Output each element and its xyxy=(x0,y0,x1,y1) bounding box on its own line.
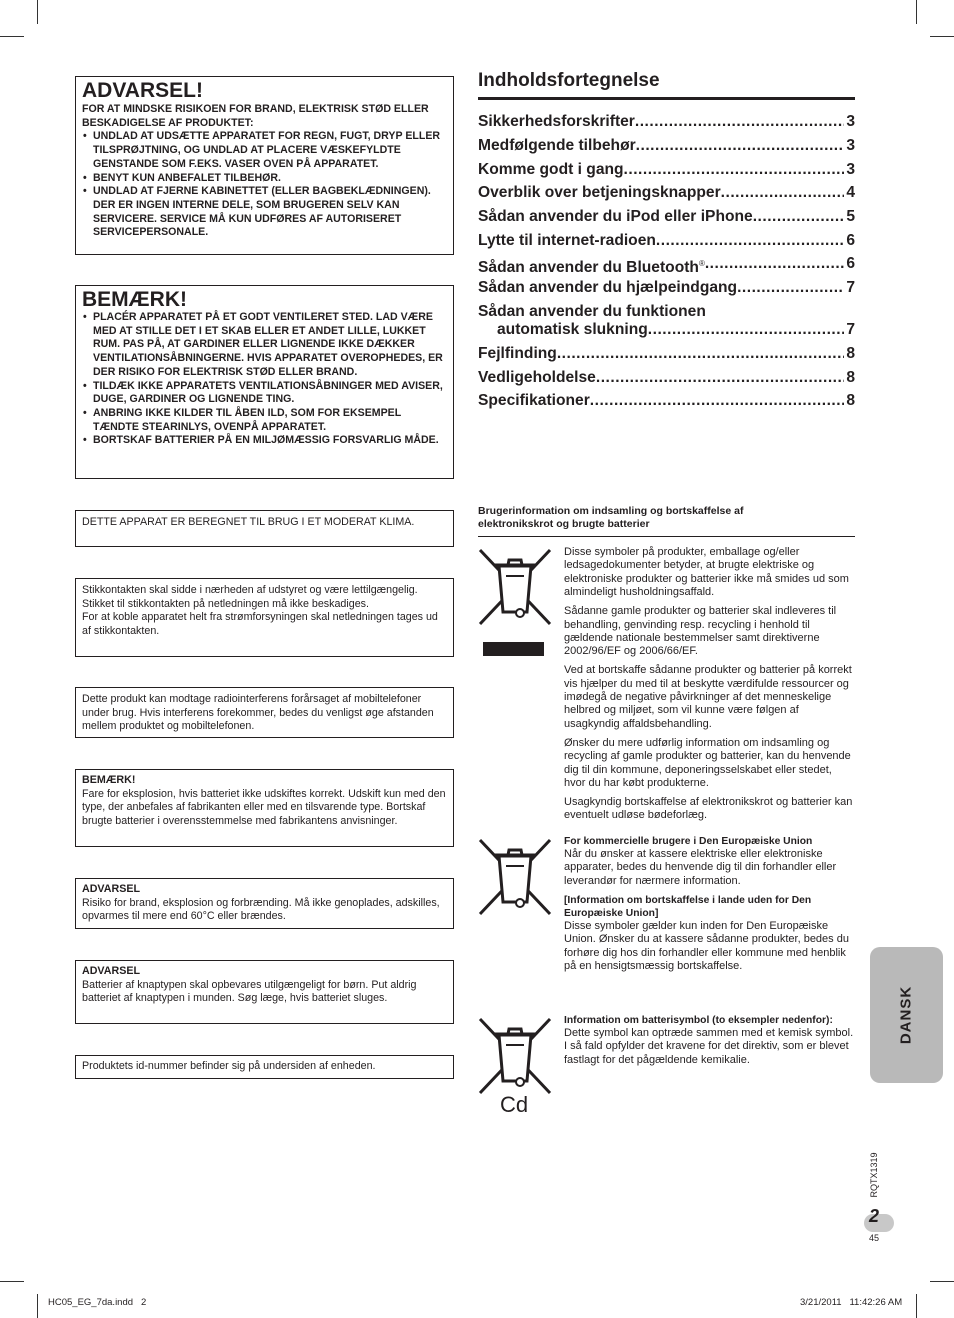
commercial-body: Når du ønsker at kassere elektriske eller elektroniske apparater, bedes du henvende dig til din forhandler eller leverandør for nærmere information. xyxy=(564,848,837,887)
disposal-heading: Brugerinformation om indsamling og bortskaffelse af elektronikskrot og brugte batterier xyxy=(478,505,744,530)
commercial-title: For kommercielle brugere i Den Europæiske Union xyxy=(564,836,813,847)
battery-symbol-title: Information om batterisymbol (to eksempler nedenfor): xyxy=(564,1015,833,1026)
button-text: Batterier af knaptypen skal opbevares utilgængeligt for børn. Put aldrig batteriet af knaptypen i munden. Søg læge, hvis batteriet sluges. xyxy=(82,978,417,1005)
battery-title: BEMÆRK! xyxy=(82,774,136,786)
toc-item: Sådan anvender du hjælpeindgang ..... 7 xyxy=(478,278,855,297)
chemical-symbol: Cd xyxy=(500,1092,529,1117)
disposal-p4: Ønsker du mere udførlig information om indsamling og recycling af gamle produkter og batterier, kan du henvende dig til din kommune, deponeringsselskabet eller stedet, hvor du har købt produkterne. xyxy=(564,736,851,789)
radio-text: Dette produkt kan modtage radiointerferens forårsaget af mobiltelefoner under brug. Hvis interferens forekommer, bedes du venligst øge afstanden mellem produktet og mobiltelefonen. xyxy=(82,693,434,733)
toc-item-heading: Sådan anvender du funktionen xyxy=(478,303,706,320)
caution-title: BEMÆRK! xyxy=(82,288,187,311)
id-notice xyxy=(75,1055,454,1079)
warning-bullet: • BENYT KUN ANBEFALET TILBEHØR. xyxy=(82,172,445,186)
toc-item: Sikkerhedsforskrifter ..... 3 xyxy=(478,112,855,131)
toc-item: Medfølgende tilbehør ..... 3 xyxy=(478,136,855,155)
fire-notice xyxy=(75,878,454,929)
toc-item: Fejlfinding ..... 8 xyxy=(478,344,855,363)
warning-bullet: • UNDLAD AT FJERNE KABINETTET (ELLER BAGBEKLÆDNINGEN). DER ER INGEN INTERNE DELE, SOM BRUGEREN SELV KAN SERVICERE. SERVICE MÅ KUN UDFØRES AF AUTORISERET SERVICEPERSONALE. xyxy=(82,185,445,240)
toc-item: Specifikationer ..... 8 xyxy=(478,391,855,410)
warning-bullet: • UNDLAD AT UDSÆTTE APPARATET FOR REGN, FUGT, DRYP ELLER TILSPRØJTNING, OG UNDLAD AT PLACERE VÆSKEFYLDTE GENSTANDE SOM F.EKS. VASER OVEN PÅ APPARATET. xyxy=(82,130,445,171)
battery-symbol-body: Dette symbol kan optræde sammen med et kemisk symbol. I så fald opfylder det kravene for det direktiv, som er blevet fastlagt for det pågældende kemikalie. xyxy=(564,1027,854,1066)
caution-box xyxy=(75,285,454,479)
language-label: DANSK xyxy=(897,985,915,1045)
socket-text: For at koble apparatet helt fra strømforsyningen skal netledningen tages ud af stikkontakten. xyxy=(82,611,438,638)
black-bar xyxy=(483,642,544,656)
battery-symbol-text xyxy=(564,1014,854,1073)
sub-page-number: 45 xyxy=(869,1233,880,1243)
crop-mark xyxy=(930,1281,954,1282)
toc-item: Overblik over betjeningsknapper ..... 4 xyxy=(478,183,855,202)
disposal-text xyxy=(564,546,854,828)
socket-text: Stikkontakten skal sidde i nærheden af udstyret og være lettilgængelig. xyxy=(82,584,418,596)
crop-mark xyxy=(37,0,38,24)
disposal-p3: Ved at bortskaffe sådanne produkter og batterier på korrekt vis hjælper du med til at beskytte værdifulde ressourcer og imødegå de negative påvirkninger af det menneskelige helbred og miljøet, som vil kunne være følgen af usagkyndig affaldsbehandling. xyxy=(564,664,852,730)
registered-mark: ® xyxy=(698,259,705,268)
crop-mark xyxy=(0,36,24,37)
crop-mark xyxy=(0,1281,24,1282)
page-number: 2 xyxy=(869,1206,880,1226)
footer-file: HC05_EG_7da.indd 2 xyxy=(48,1297,147,1308)
warning-box xyxy=(75,76,454,255)
crossed-bin-icon xyxy=(476,1015,554,1097)
caution-bullet: • TILDÆK IKKE APPARATETS VENTILATIONSÅBNINGER MED AVISER, DUGE, GARDINER OG LIGNENDE TING. xyxy=(82,380,445,407)
warning-intro: FOR AT MINDSKE RISIKOEN FOR BRAND, ELEKTRISK STØD ELLER BESKADIGELSE AF PRODUKTET: xyxy=(82,103,429,129)
footer-date: 3/21/2011 11:42:26 AM xyxy=(800,1297,903,1308)
disposal-p5: Usagkyndig bortskaffelse af elektronikskrot og batterier kan eventuelt udløse bødeforlæg. xyxy=(564,795,853,822)
caution-bullet: • BORTSKAF BATTERIER PÅ EN MILJØMÆSSIG FORSVARLIG MÅDE. xyxy=(82,434,445,448)
crossed-bin-icon xyxy=(476,836,554,918)
disposal-p2: Sådanne gamle produkter og batterier skal indleveres til behandling, genvinding resp. recycling i henhold til gældende nationale bestemmelser samt direktiverne 2002/96/EF og 2006/66/EF. xyxy=(564,605,837,658)
crop-mark xyxy=(37,1294,38,1318)
socket-notice xyxy=(75,578,454,657)
toc-item: Sådan anvender du iPod eller iPhone ..... 5 xyxy=(478,207,855,226)
radio-notice xyxy=(75,687,454,738)
climate-notice xyxy=(75,510,454,547)
crossed-bin-icon xyxy=(476,546,554,628)
disposal-p1: Disse symboler på produkter, emballage og/eller ledsagedokumenter betyder, at brugte elektriske og elektroniske produkter og batterier ikke må smides ud som almindeligt husholdningsaffald. xyxy=(564,546,849,599)
fire-text: Risiko for brand, eksplosion og forbrænding. Må ikke genoplades, adskilles, opvarmes til mere end 60°C eller brændes. xyxy=(82,896,440,923)
caution-bullet: • PLACÉR APPARATET PÅ ET GODT VENTILERET STED. LAD VÆRE MED AT STILLE DET I ET SKAB ELLER ET ANDET LILLE, LUKKET RUM. PAS PÅ, AT GARDINER ELLER LIGNENDE IKKE DÆKKER VENTILATIONSÅBNINGERNE. HVIS APPARATET OVEROPHEDES, ER DER RISIKO FOR ELEKTRISK STØD ELLER BRAND. xyxy=(82,311,445,380)
crop-mark xyxy=(916,0,917,24)
battery-text: Fare for eksplosion, hvis batteriet ikke udskiftes korrekt. Udskift kun med den type, der anbefales af fabrikanten eller med en tilsvarende type. Bortskaf brugte batterier i overensstemmelse med fabrikantens anvisninger. xyxy=(82,787,446,828)
outside-title: [Information om bortskaffelse i lande uden for Den Europæiske Union] xyxy=(564,894,812,919)
crop-mark xyxy=(916,1294,917,1318)
toc-item: automatisk slukning ..... 7 xyxy=(497,320,855,339)
id-text: Produktets id-nummer befinder sig på undersiden af enheden. xyxy=(82,1060,376,1072)
toc-rule xyxy=(478,97,855,100)
socket-text: Stikket til stikkontakten på netledningen må ikke beskadiges. xyxy=(82,597,369,610)
button-title: ADVARSEL xyxy=(82,965,140,977)
fire-title: ADVARSEL xyxy=(82,883,140,895)
disposal-rule xyxy=(478,536,855,537)
toc-item: Vedligeholdelse ..... 8 xyxy=(478,368,855,387)
toc-item: Lytte til internet-radioen ..... 6 xyxy=(478,231,855,250)
commercial-text xyxy=(564,835,854,979)
model-code: RQTX1319 xyxy=(869,1152,879,1198)
button-battery-notice xyxy=(75,960,454,1024)
toc-title: Indholdsfortegnelse xyxy=(478,70,660,91)
toc-item: Sådan anvender du Bluetooth® ..... 6 xyxy=(478,254,855,277)
outside-body: Disse symboler gælder kun inden for Den Europæiske Union. Ønsker du at kassere sådanne produkter, bedes du forhøre dig hos din forhandler eller kommune med henblik på en hensigtsmæssig bortskaffelse. xyxy=(564,919,849,972)
battery-notice xyxy=(75,769,454,847)
warning-title: ADVARSEL! xyxy=(82,79,203,102)
caution-bullet: • ANBRING IKKE KILDER TIL ÅBEN ILD, SOM FOR EKSEMPEL TÆNDTE STEARINLYS, OVENPÅ APPARATET. xyxy=(82,407,445,434)
crop-mark xyxy=(930,36,954,37)
toc-item: Komme godt i gang ..... 3 xyxy=(478,160,855,179)
climate-text: DETTE APPARAT ER BEREGNET TIL BRUG I ET MODERAT KLIMA. xyxy=(82,516,415,528)
